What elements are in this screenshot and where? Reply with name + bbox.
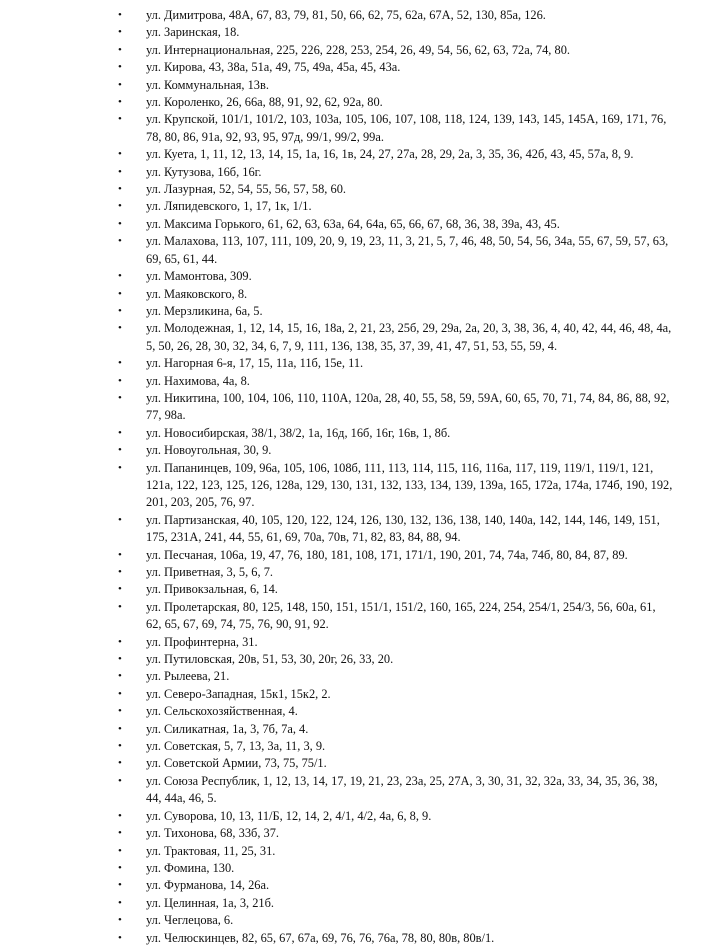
bullet-icon: •	[118, 861, 122, 874]
bullet-icon: •	[118, 357, 122, 370]
street-list-item	[118, 651, 674, 668]
street-address-text: ул. Партизанская, 40, 105, 120, 122, 124, 126, 130, 132, 136, 138, 140, 140а, 142, 144, 146, 149, 151, 175, 231А, 241, 44, 55, 61, 69, 70а, 70в, 71, 82, 83, 84, 88, 94.	[146, 512, 660, 545]
street-list-item	[118, 686, 674, 703]
street-list-item	[118, 825, 674, 842]
bullet-icon: •	[118, 235, 122, 248]
street-list-item	[118, 581, 674, 598]
bullet-icon: •	[118, 461, 122, 474]
bullet-icon: •	[118, 287, 122, 300]
street-list-item	[118, 912, 674, 929]
bullet-icon: •	[118, 722, 122, 735]
bullet-icon: •	[118, 513, 122, 526]
bullet-icon: •	[118, 827, 122, 840]
bullet-icon: •	[118, 304, 122, 317]
bullet-icon: •	[118, 670, 122, 683]
street-address-text: ул. Сельскохозяйственная, 4.	[146, 704, 298, 719]
street-address-text: ул. Северо-Западная, 15к1, 15к2, 2.	[146, 686, 331, 701]
bullet-icon: •	[118, 148, 122, 161]
bullet-icon: •	[118, 200, 122, 213]
street-list-item	[118, 564, 674, 581]
street-list-item	[118, 843, 674, 860]
street-list-item	[118, 738, 674, 755]
street-list-item	[118, 755, 674, 772]
street-list-item	[118, 320, 674, 355]
bullet-icon: •	[118, 391, 122, 404]
street-list-item	[118, 599, 674, 634]
street-list-item	[118, 216, 674, 233]
bullet-icon: •	[118, 566, 122, 578]
street-list-item	[118, 460, 674, 512]
street-list-item	[118, 198, 674, 215]
street-list-item	[118, 668, 674, 685]
street-address-text: ул. Мерзликина, 6а, 5.	[146, 303, 263, 318]
bullet-icon: •	[118, 740, 122, 753]
street-address-text: ул. Заринская, 18.	[146, 25, 240, 40]
street-address-text: ул. Короленко, 26, 66а, 88, 91, 92, 62, 92а, 80.	[146, 95, 383, 110]
bullet-icon: •	[118, 809, 122, 822]
street-address-text: ул. Новоугольная, 30, 9.	[146, 443, 272, 458]
bullet-icon: •	[118, 757, 122, 770]
street-address-text: ул. Мамонтова, 309.	[146, 269, 252, 284]
street-address-list	[118, 7, 674, 947]
street-list-item	[118, 390, 674, 425]
street-address-text: ул. Фурманова, 14, 26а.	[146, 878, 270, 893]
street-list-item	[118, 703, 674, 720]
bullet-icon: •	[118, 165, 122, 178]
street-address-text: ул. Путиловская, 20в, 51, 53, 30, 20г, 26, 33, 20.	[146, 652, 394, 667]
bullet-icon: •	[118, 896, 122, 909]
street-address-text: ул. Нахимова, 4а, 8.	[146, 373, 250, 388]
street-address-text: ул. Максима Горького, 61, 62, 63, 63а, 64, 64а, 65, 66, 67, 68, 36, 38, 39а, 43, 45.	[146, 216, 560, 231]
street-address-text: ул. Чеглецова, 6.	[146, 913, 234, 928]
street-address-text: ул. Малахова, 113, 107, 111, 109, 20, 9, 19, 23, 11, 3, 21, 5, 7, 46, 48, 50, 54, 56, 34а, 55, 67, 59, 57, 63, 69, 65, 61, 44.	[146, 234, 669, 266]
street-address-text: ул. Тихонова, 68, 33б, 37.	[146, 826, 280, 841]
street-address-text: ул. Папанинцев, 109, 96а, 105, 106, 108б, 111, 113, 114, 115, 116, 116а, 117, 119, 119/1, 119/1, 121, 121а, 122, 123, 125, 126, 128а, 129, 130, 131, 132, 133, 134, 139, 139а, 165, 172а, 174а, 174б, 190, 192, 201, 203, 205, 76, 97.	[146, 460, 673, 510]
street-address-text: ул. Куета, 1, 11, 12, 13, 14, 15, 1а, 16, 1в, 24, 27, 27а, 28, 29, 2а, 3, 35, 36, 42б, 43, 45, 57а, 8, 9.	[146, 147, 634, 162]
bullet-icon: •	[118, 600, 122, 613]
street-list-item	[118, 425, 674, 442]
street-address-text: ул. Приветная, 3, 5, 6, 7.	[146, 565, 273, 579]
street-list-item	[118, 877, 674, 894]
street-address-text: ул. Новосибирская, 38/1, 38/2, 1а, 16д, 16б, 16г, 16в, 1, 8б.	[146, 425, 451, 440]
street-list-item	[118, 512, 674, 547]
street-list-item	[118, 164, 674, 181]
bullet-icon: •	[118, 43, 122, 56]
street-list-item	[118, 808, 674, 825]
street-list-item	[118, 930, 674, 947]
street-address-text: ул. Силикатная, 1а, 3, 7б, 7а, 4.	[146, 721, 309, 736]
street-address-text: ул. Профинтерна, 31.	[146, 634, 258, 649]
street-list-item	[118, 146, 674, 163]
street-address-text: ул. Коммунальная, 13в.	[146, 77, 269, 92]
street-list-item	[118, 111, 674, 146]
bullet-icon: •	[118, 548, 122, 561]
bullet-icon: •	[118, 78, 122, 91]
street-list-item	[118, 24, 674, 41]
street-list-item	[118, 442, 674, 459]
bullet-icon: •	[118, 774, 122, 787]
bullet-icon: •	[118, 844, 122, 857]
bullet-icon: •	[118, 113, 122, 126]
street-list-item	[118, 7, 674, 24]
bullet-icon: •	[118, 183, 122, 196]
bullet-icon: •	[118, 426, 122, 439]
street-address-text: ул. Челюскинцев, 82, 65, 67, 67а, 69, 76, 76, 76а, 78, 80, 80в, 80в/1.	[146, 930, 495, 945]
street-address-text: ул. Кутузова, 16б, 16г.	[146, 164, 262, 179]
bullet-icon: •	[118, 96, 122, 109]
street-address-text: ул. Союза Республик, 1, 12, 13, 14, 17, 19, 21, 23, 23а, 25, 27А, 3, 30, 31, 32, 32а, 33, 34, 35, 36, 38, 44, 44а, 46, 5.	[146, 773, 658, 806]
bullet-icon: •	[118, 270, 122, 283]
bullet-icon: •	[118, 687, 122, 700]
bullet-icon: •	[118, 217, 122, 230]
bullet-icon: •	[118, 914, 122, 927]
street-list-item	[118, 42, 674, 59]
bullet-icon: •	[118, 374, 122, 387]
street-list-item	[118, 895, 674, 912]
street-address-text: ул. Песчаная, 106а, 19, 47, 76, 180, 181, 108, 171, 171/1, 190, 201, 74, 74а, 74б, 80, 84, 87, 89.	[146, 547, 628, 562]
street-address-text: ул. Никитина, 100, 104, 106, 110, 110А, 120а, 28, 40, 55, 58, 59, 59А, 60, 65, 70, 71, 74, 84, 86, 88, 92, 77, 98а.	[146, 390, 670, 423]
street-address-text: ул. Лазурная, 52, 54, 55, 56, 57, 58, 60.	[146, 182, 346, 197]
bullet-icon: •	[118, 444, 122, 457]
bullet-icon: •	[118, 9, 122, 21]
street-list-item	[118, 547, 674, 564]
street-address-text: ул. Рылеева, 21.	[146, 669, 230, 684]
bullet-icon: •	[118, 61, 122, 74]
street-list-item	[118, 233, 674, 268]
street-list-item	[118, 77, 674, 94]
street-address-text: ул. Маяковского, 8.	[146, 286, 248, 301]
street-address-text: ул. Привокзальная, 6, 14.	[146, 582, 278, 597]
street-list-item	[118, 355, 674, 372]
street-list-item	[118, 303, 674, 320]
bullet-icon: •	[118, 931, 122, 944]
street-address-text: ул. Советская, 5, 7, 13, 3а, 11, 3, 9.	[146, 739, 326, 754]
street-list-item	[118, 373, 674, 390]
street-list-item	[118, 59, 674, 76]
street-address-text: ул. Суворова, 10, 13, 11/Б, 12, 14, 2, 4/1, 4/2, 4а, 6, 8, 9.	[146, 808, 432, 823]
street-address-text: ул. Трактовая, 11, 25, 31.	[146, 843, 276, 858]
bullet-icon: •	[118, 322, 122, 335]
bullet-icon: •	[118, 879, 122, 892]
street-address-text: ул. Нагорная 6-я, 17, 15, 11а, 11б, 15е, 11.	[146, 356, 364, 371]
street-list-item	[118, 181, 674, 198]
street-list-item	[118, 268, 674, 285]
street-address-text: ул. Димитрова, 48А, 67, 83, 79, 81, 50, 66, 62, 75, 62а, 67А, 52, 130, 85а, 126.	[146, 8, 546, 22]
street-address-text: ул. Кирова, 43, 38а, 51а, 49, 75, 49а, 45а, 45, 43а.	[146, 60, 401, 75]
street-list-item	[118, 634, 674, 651]
street-address-text: ул. Интернациональная, 225, 226, 228, 253, 254, 26, 49, 54, 56, 62, 63, 72а, 74, 80.	[146, 42, 570, 57]
bullet-icon: •	[118, 26, 122, 39]
bullet-icon: •	[118, 705, 122, 718]
street-address-text: ул. Ляпидевского, 1, 17, 1к, 1/1.	[146, 199, 312, 214]
street-list-item	[118, 860, 674, 877]
street-address-text: ул. Молодежная, 1, 12, 14, 15, 16, 18а, 2, 21, 23, 25б, 29, 29а, 2а, 20, 3, 38, 36, 4, 40, 42, 44, 46, 48, 4а, 5, 50, 26, 28, 30, 32, 34, 6, 7, 9, 111, 136, 138, 35, 37, 39, 41, 47, 51, 53, 55, 59, 4.	[146, 321, 672, 353]
bullet-icon: •	[118, 635, 122, 648]
street-address-text: ул. Советской Армии, 73, 75, 75/1.	[146, 756, 327, 771]
street-address-text: ул. Фомина, 130.	[146, 860, 235, 875]
street-address-text: ул. Пролетарская, 80, 125, 148, 150, 151, 151/1, 151/2, 160, 165, 224, 254, 254/1, 254/3, 56, 60а, 61, 62, 65, 67, 69, 74, 75, 76, 90, 91, 92.	[146, 599, 656, 632]
street-list-item	[118, 94, 674, 111]
street-list-item	[118, 773, 674, 808]
bullet-icon: •	[118, 583, 122, 596]
street-list-item	[118, 721, 674, 738]
street-address-text: ул. Крупской, 101/1, 101/2, 103, 103а, 105, 106, 107, 108, 118, 124, 139, 143, 145, 145А, 169, 171, 76, 78, 80, 86, 91а, 92, 93, 95, 97д, 99/1, 99/2, 99а.	[146, 112, 667, 144]
street-list-item	[118, 286, 674, 303]
bullet-icon: •	[118, 653, 122, 666]
street-address-text: ул. Целинная, 1а, 3, 21б.	[146, 895, 275, 910]
